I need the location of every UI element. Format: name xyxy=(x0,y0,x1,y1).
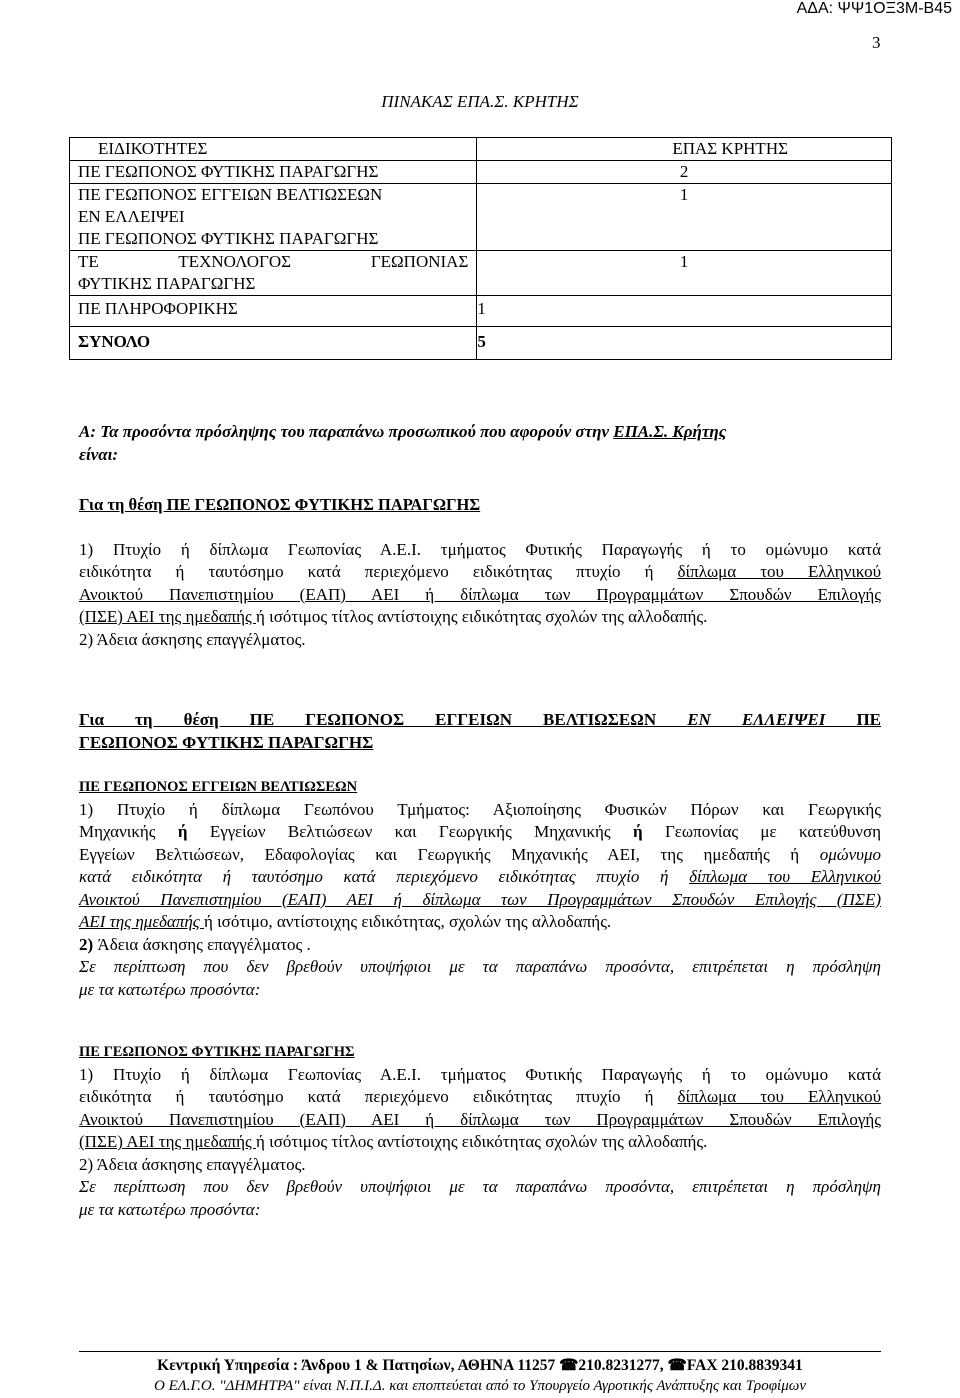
footer-fax: FAX 210.8839341 xyxy=(686,1357,803,1374)
paragraph-text: Άδεια άσκησης επαγγέλματος xyxy=(97,934,303,954)
table-total-row xyxy=(70,327,892,360)
paragraph-text: . xyxy=(302,934,311,954)
intro-school: ΕΠΑ.Σ. Κρήτης xyxy=(613,422,727,441)
table-header-row xyxy=(70,138,892,161)
paragraph-line: 1) Πτυχίο ή δίπλωμα Γεωπονίας Α.Ε.Ι. τμήματος Φυτικής Παραγωγής ή το ομώνυμο κατά xyxy=(79,539,881,559)
intro-text-end: είναι: xyxy=(79,444,119,464)
paragraph-text-italic: ομώνυμο xyxy=(819,844,881,864)
table-cell-specialty xyxy=(70,251,477,296)
paragraph-text: ειδικότητα ή ταυτόσημο κατά περιεχόμενο ειδικότητας πτυχίο ή xyxy=(79,562,678,581)
specialty-line: ΠΕ ΓΕΩΠΟΝΟΣ ΦΥΤΙΚΗΣ ΠΑΡΑΓΩΓΗΣ xyxy=(78,229,379,248)
positions-table xyxy=(69,137,892,360)
paragraph-line: Σε περίπτωση που δεν βρεθούν υποψήφιοι με τα παραπάνω προσόντα, επιτρέπεται η πρόσληψη xyxy=(79,957,881,976)
paragraph-line: Ανοικτού Πανεπιστημίου (ΕΑΠ) ΑΕΙ ή δίπλωμα των Προγραμμάτων Σπουδών Επιλογής (ΠΣΕ) xyxy=(79,889,881,909)
sub-heading: ΠΕ ΓΕΩΠΟΝΟΣ ΕΓΓΕΙΩΝ ΒΕΛΤΙΩΣΕΩΝ xyxy=(79,779,358,795)
paragraph-text-bold: ή xyxy=(632,822,643,841)
section-heading xyxy=(79,709,881,732)
paragraph-line: Ανοικτού Πανεπιστημίου (ΕΑΠ) ΑΕΙ ή δίπλωμα των Προγραμμάτων Σπουδών Επιλογής xyxy=(79,584,881,604)
table-cell-count: 1 xyxy=(477,184,892,251)
specialty-line: ΕΝ ΕΛΛΕΙΨΕΙ xyxy=(78,207,185,226)
specialty-line: ΤΕ ΤΕΧΝΟΛΟΓΟΣ ΓΕΩΠΟΝΙΑΣ xyxy=(78,252,469,271)
section-heading-line2: ΓΕΩΠΟΝΟΣ ΦΥΤΙΚΗΣ ΠΑΡΑΓΩΓΗΣ xyxy=(79,732,374,752)
intro-paragraph xyxy=(79,421,881,466)
section-heading: Για τη θέση ΠΕ ΓΕΩΠΟΝΟΣ ΦΥΤΙΚΗΣ ΠΑΡΑΓΩΓΗΣ xyxy=(79,495,481,514)
table-cell-specialty xyxy=(70,184,477,251)
table-row xyxy=(70,251,892,296)
table-header-specialties: ΕΙΔΙΚΟΤΗΤΕΣ xyxy=(70,138,477,161)
paragraph-line xyxy=(79,911,881,934)
table-cell-count: 1 xyxy=(477,251,892,296)
section-plant-production-fallback xyxy=(79,1041,881,1221)
paragraph-text-underlined: δίπλωμα του Ελληνικού xyxy=(677,1087,882,1106)
intro-text: Α: Τα προσόντα πρόσληψης του παραπάνω προσωπικού που αφορούν στην xyxy=(79,422,614,441)
paragraph-text: Μηχανικής xyxy=(79,822,178,841)
fax-icon: ☎ xyxy=(667,1357,687,1374)
paragraph-line xyxy=(79,561,881,584)
table-cell-count: 2 xyxy=(477,161,892,184)
paragraph-text: ειδικότητα ή ταυτόσημο κατά περιεχόμενο ειδικότητας πτυχίο ή xyxy=(79,1087,678,1106)
footer-phone: 210.8231277, xyxy=(578,1357,668,1374)
paragraph-text-bold: ή xyxy=(177,822,188,841)
page-title: ΠΙΝΑΚΑΣ ΕΠΑ.Σ. ΚΡΗΤΗΣ xyxy=(381,92,579,111)
footer-note: Ο ΕΛ.Γ.Ο. "ΔΗΜΗΤΡΑ" είναι Ν.Π.Ι.Δ. και εποπτεύεται από το Υπουργείο Αγροτικής Ανάπτυξης και Τροφίμων xyxy=(153,1378,806,1394)
paragraph-text-underlined: (ΠΣΕ) ΑΕΙ της ημεδαπής xyxy=(79,607,256,626)
paragraph-line xyxy=(79,606,881,629)
paragraph-text: ή ισότιμος τίτλος αντίστοιχης ειδικότητας σχολών της αλλοδαπής. xyxy=(255,1132,708,1151)
paragraph-line xyxy=(79,934,881,957)
table-cell-specialty: ΠΕ ΠΛΗΡΟΦΟΡΙΚΗΣ xyxy=(70,296,477,327)
heading-text: Για τη θέση ΠΕ ΓΕΩΠΟΝΟΣ ΕΓΓΕΙΩΝ ΒΕΛΤΙΩΣΕΩΝ xyxy=(79,710,688,729)
paragraph-line: 1) Πτυχίο ή δίπλωμα Γεωπονίας Α.Ε.Ι. τμήματος Φυτικής Παραγωγής ή το ομώνυμο κατά xyxy=(79,1064,881,1084)
paragraph-text: ή ισότιμος τίτλος αντίστοιχης ειδικότητας σχολών της αλλοδαπής. xyxy=(255,607,708,626)
paragraph-line xyxy=(79,844,881,867)
paragraph-line xyxy=(79,866,881,889)
paragraph-text: Γεωπονίας με κατεύθυνση xyxy=(642,822,881,841)
table-total-label: ΣΥΝΟΛΟ xyxy=(70,327,477,360)
phone-icon: ☎ xyxy=(559,1357,579,1374)
paragraph-text-underlined: ΑΕΙ της ημεδαπής xyxy=(79,912,204,931)
paragraph-line: Σε περίπτωση που δεν βρεθούν υποψήφιοι με τα παραπάνω προσόντα, επιτρέπεται η πρόσληψη xyxy=(79,1177,881,1196)
paragraph-text-underlined: δίπλωμα του Ελληνικού xyxy=(677,562,882,581)
table-row xyxy=(70,161,892,184)
footer-address-text: Κεντρική Υπηρεσία : Άνδρου 1 & Πατησίων, ΑΘΗΝΑ 11257 xyxy=(157,1357,560,1374)
paragraph-text-underlined: δίπλωμα του Ελληνικού xyxy=(689,867,881,886)
paragraph-line: 2) Άδεια άσκησης επαγγέλματος. xyxy=(79,629,306,649)
paragraph-line xyxy=(79,1131,881,1154)
paragraph-text: Εγγείων Βελτιώσεων και Γεωργικής Μηχανικής xyxy=(187,822,633,841)
table-row xyxy=(70,184,892,251)
paragraph-text-bold: 2) xyxy=(79,934,98,954)
paragraph-text: ή ισότιμο, αντίστοιχης ειδικότητας, σχολών της αλλοδαπής. xyxy=(203,912,612,931)
paragraph-line: 1) Πτυχίο ή δίπλωμα Γεωπόνου Τμήματος: Αξιοποίησης Φυσικών Πόρων και Γεωργικής xyxy=(79,799,881,819)
specialty-line: ΦΥΤΙΚΗΣ ΠΑΡΑΓΩΓΗΣ xyxy=(78,274,256,293)
paragraph-text-underlined: (ΠΣΕ) ΑΕΙ της ημεδαπής xyxy=(79,1132,256,1151)
sub-heading: ΠΕ ΓΕΩΠΟΝΟΣ ΦΥΤΙΚΗΣ ΠΑΡΑΓΩΓΗΣ xyxy=(79,1044,355,1060)
table-cell-count: 1 xyxy=(477,296,892,327)
paragraph-line xyxy=(79,1086,881,1109)
paragraph-line: Ανοικτού Πανεπιστημίου (ΕΑΠ) ΑΕΙ ή δίπλωμα των Προγραμμάτων Σπουδών Επιλογής xyxy=(79,1109,881,1129)
table-cell-specialty: ΠΕ ΓΕΩΠΟΝΟΣ ΦΥΤΙΚΗΣ ΠΑΡΑΓΩΓΗΣ xyxy=(70,161,477,184)
paragraph-line: 2) Άδεια άσκησης επαγγέλματος. xyxy=(79,1154,306,1174)
footer-divider xyxy=(79,1351,881,1352)
specialty-line: ΠΕ ΓΕΩΠΟΝΟΣ ΕΓΓΕΙΩΝ ΒΕΛΤΙΩΣΕΩΝ xyxy=(78,185,383,204)
section-plant-production xyxy=(79,494,881,651)
table-total-value: 5 xyxy=(477,327,892,360)
paragraph-line: με τα κατωτέρω προσόντα: xyxy=(79,979,261,999)
paragraph-line xyxy=(79,821,881,844)
footer-address xyxy=(0,1356,960,1375)
heading-text-italic: ΕΝ ΕΛΛΕΙΨΕΙ xyxy=(687,710,826,729)
page-number: 3 xyxy=(872,33,881,52)
section-land-improvement xyxy=(79,709,881,1001)
paragraph-text: Εγγείων Βελτιώσεων, Εδαφολογίας και Γεωργικής Μηχανικής ΑΕΙ, της ημεδαπής ή xyxy=(79,844,820,864)
paragraph-text: κατά ειδικότητα ή ταυτόσημο κατά περιεχόμενο ειδικότητας πτυχίο ή xyxy=(79,867,690,886)
table-header-epas: ΕΠΑΣ ΚΡΗΤΗΣ xyxy=(477,138,892,161)
heading-text: ΠΕ xyxy=(825,710,882,729)
ada-code: ΑΔΑ: ΨΨ1ΟΞ3Μ-Β45 xyxy=(796,0,952,17)
paragraph-line: με τα κατωτέρω προσόντα: xyxy=(79,1199,261,1219)
table-row xyxy=(70,296,892,327)
